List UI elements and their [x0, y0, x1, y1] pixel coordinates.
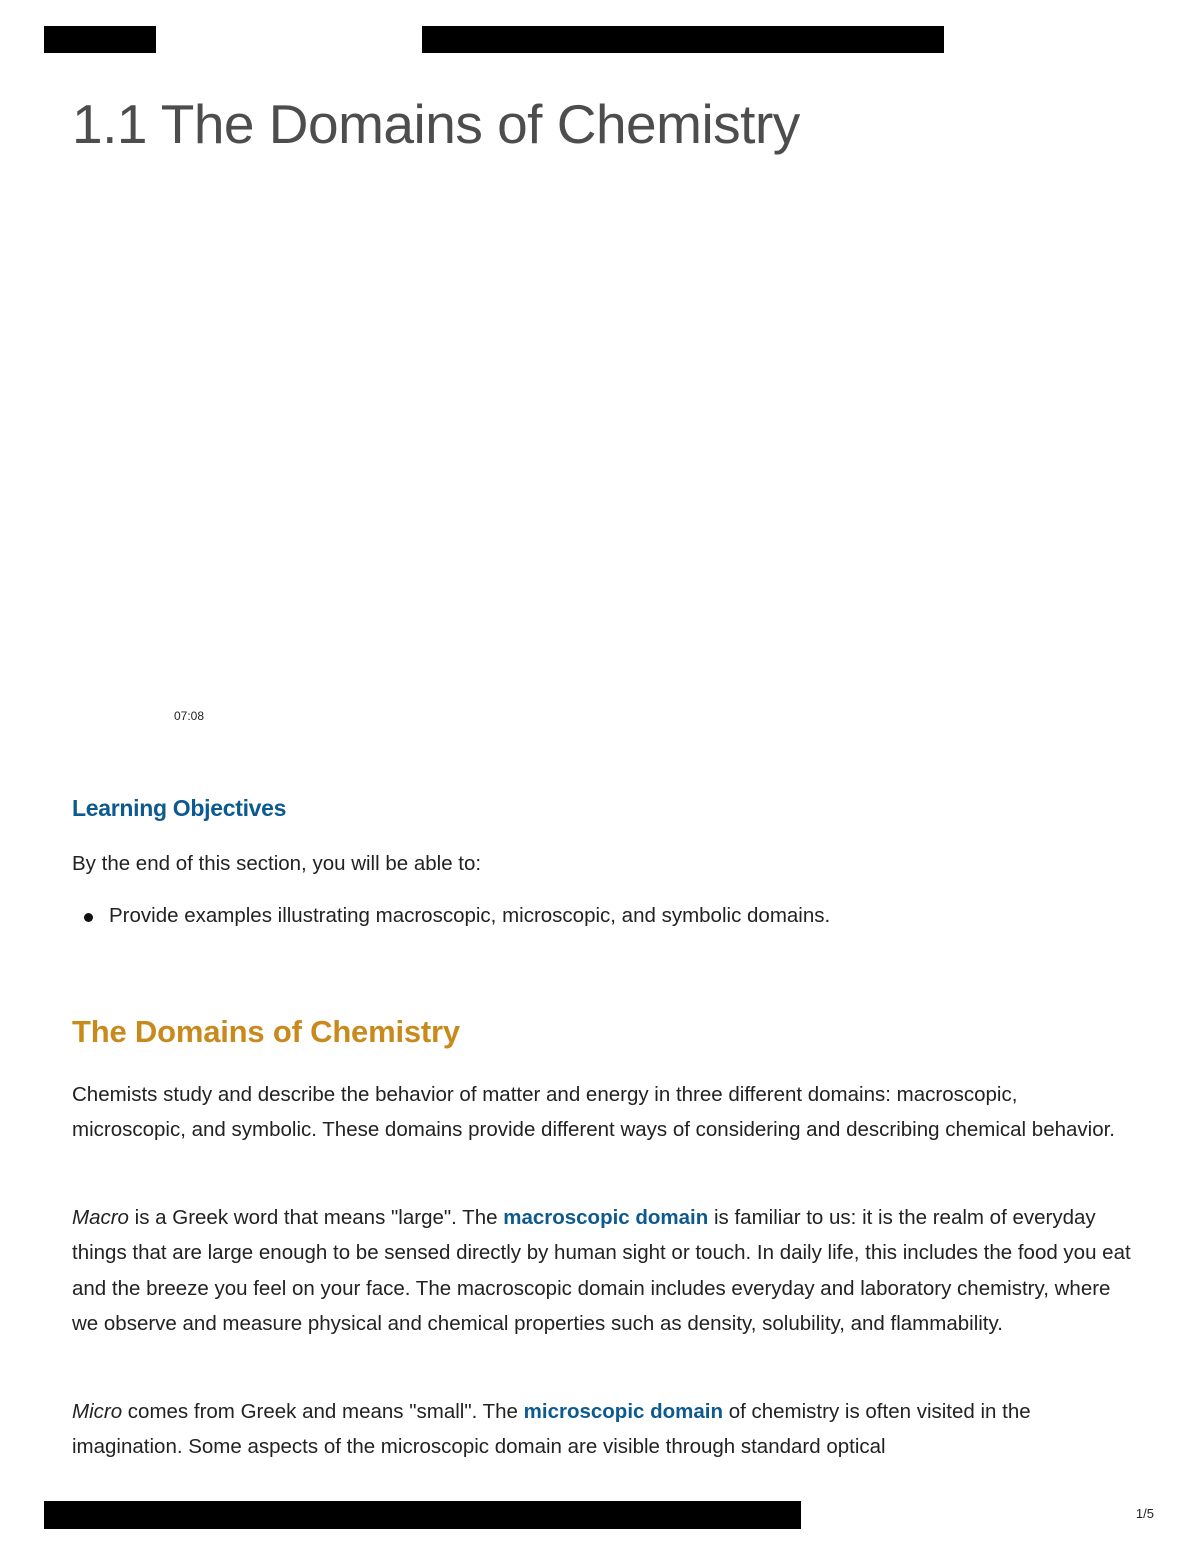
section-heading: The Domains of Chemistry — [72, 1014, 460, 1049]
key-term-microscopic-domain[interactable]: microscopic domain — [523, 1400, 724, 1423]
paragraph-text: is a Greek word that means "large". The — [128, 1206, 504, 1229]
learning-objectives-intro: By the end of this section, you will be able to: — [72, 852, 482, 875]
paragraph-text: of chemistry is often visited in the imagination. Some aspects of the microscopic domain are visible through standard optical — [72, 1400, 1031, 1459]
list-item-text: Provide examples illustrating macroscopic, microscopic, and symbolic domains. — [109, 904, 831, 927]
paragraph-intro: Chemists study and describe the behavior of matter and energy in three different domains: macroscopic, microscopic, and symbolic. These domains provide different ways of considering and describing chemical behavior. — [72, 1083, 1115, 1142]
paragraph-micro — [72, 1394, 1132, 1465]
italic-term: Micro — [72, 1400, 123, 1423]
page-title: 1.1 The Domains of Chemistry — [72, 93, 800, 155]
list-item — [72, 904, 830, 928]
key-term-macroscopic-domain[interactable]: macroscopic domain — [503, 1206, 709, 1229]
paragraph-text: comes from Greek and means "small". The — [122, 1400, 524, 1423]
learning-objectives-heading: Learning Objectives — [72, 795, 287, 821]
paragraph-macro — [72, 1200, 1132, 1342]
redaction-bar-top-center — [422, 26, 944, 53]
redaction-bar-top-left — [44, 26, 156, 53]
learning-objectives-list — [72, 904, 830, 928]
italic-term: Macro — [72, 1206, 129, 1229]
paragraph-text: is familiar to us: it is the realm of everyday things that are large enough to be sensed directly by human sight or touch. In daily life, this includes the food you eat and the breeze you feel on your face. The macroscopic domain includes everyday and laboratory chemistry, where we observe and measure physical and chemical properties such as density, solubility, and flammability. — [72, 1206, 1131, 1336]
page-number: 1/5 — [1135, 1506, 1154, 1521]
bullet-icon — [84, 913, 93, 922]
redaction-bar-bottom — [44, 1501, 801, 1529]
video-duration: 07:08 — [174, 709, 205, 723]
